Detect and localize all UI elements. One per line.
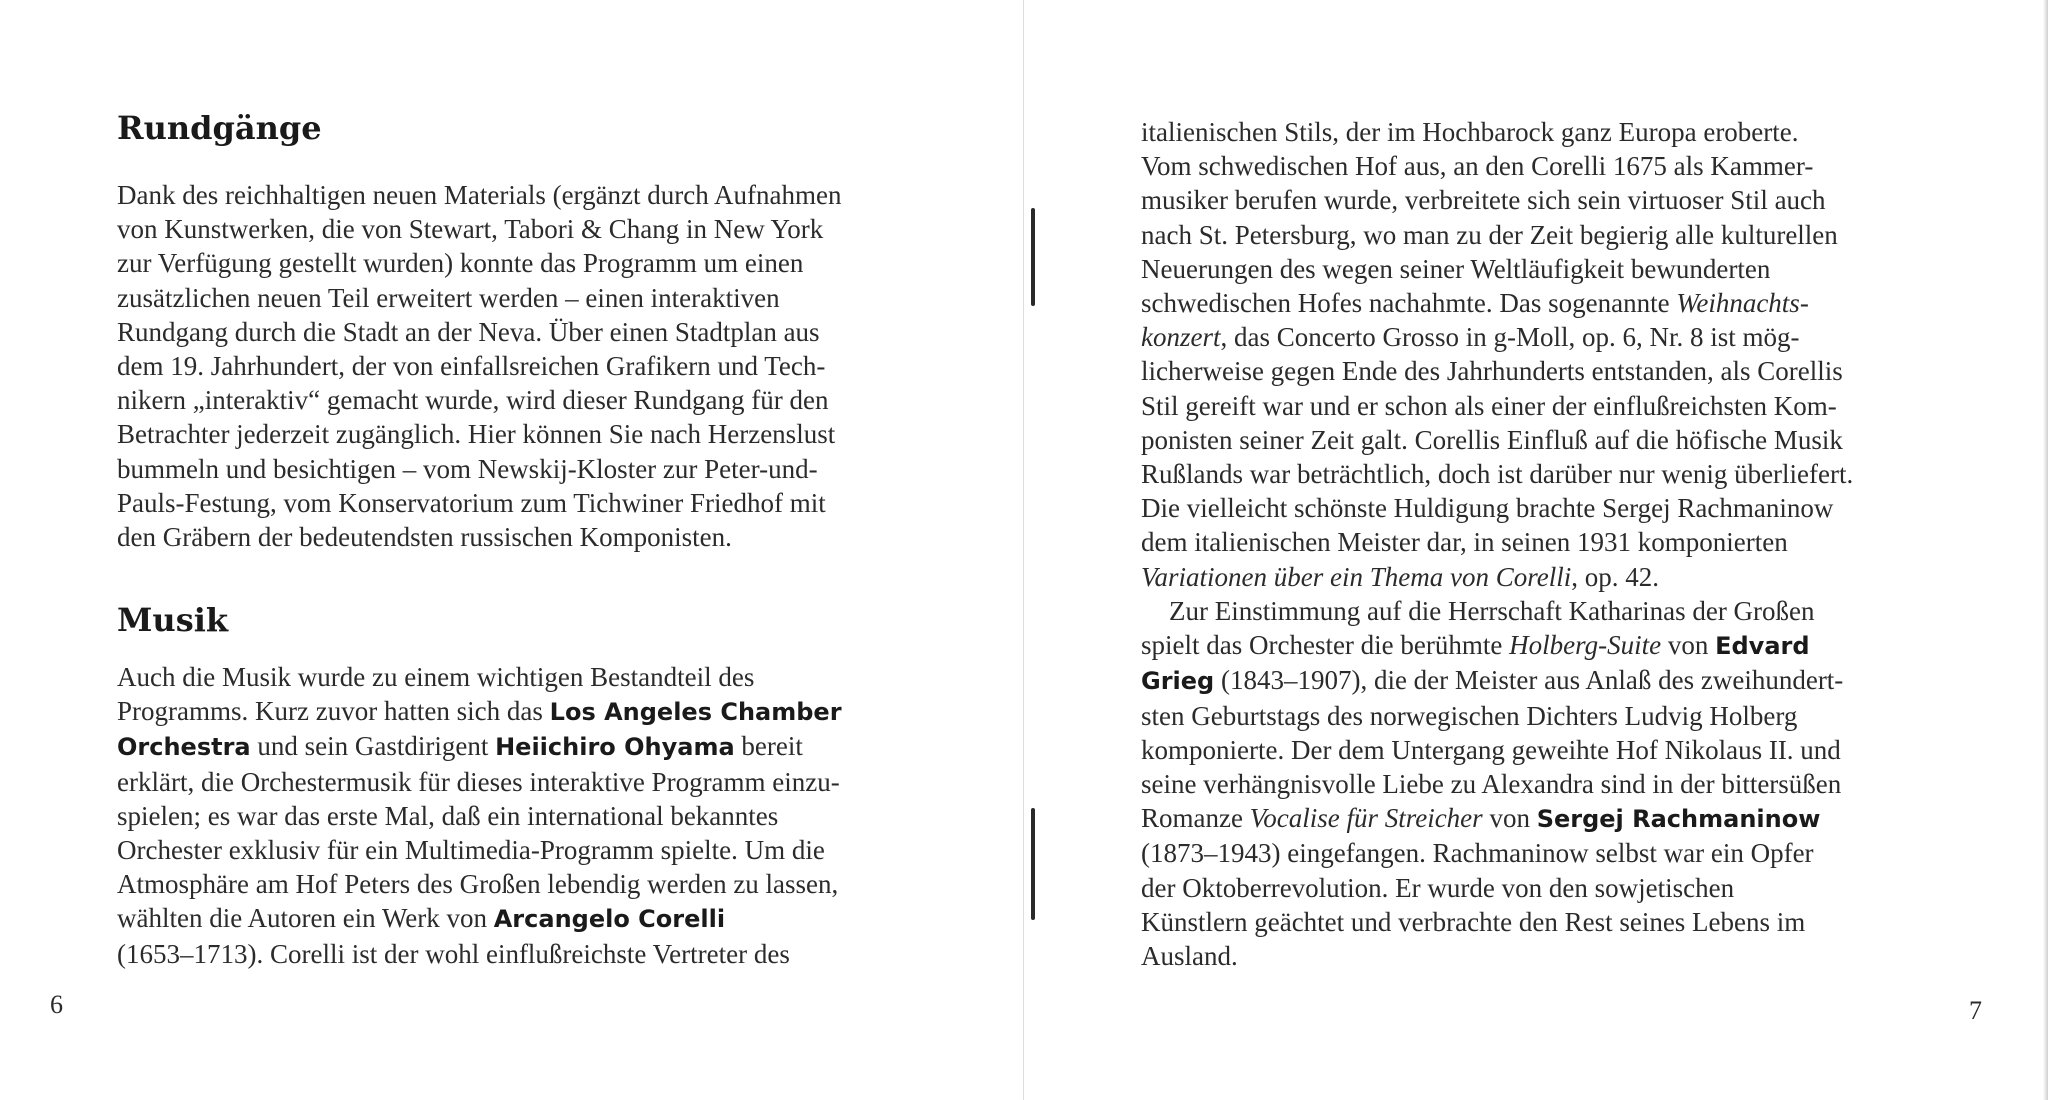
name-los-angeles-chamber-orchestra: Los Angeles Chamber — [549, 698, 842, 727]
text-line: wählten die Autoren ein Werk von Arcangelo Corelli — [117, 903, 726, 934]
text-line: (1653–1713). Corelli ist der wohl einflußreichste Vertreter des — [117, 938, 790, 969]
title-variationen: Variationen über ein Thema von Corelli — [1141, 561, 1572, 592]
text-line: Pauls-Festung, vom Konservatorium zum Tichwiner Friedhof mit — [117, 487, 826, 518]
text-line: Programms. Kurz zuvor hatten sich das Los Angeles Chamber — [117, 696, 842, 727]
name-heiichiro-ohyama: Heiichiro Ohyama — [495, 733, 735, 762]
text-line: Grieg (1843–1907), die der Meister aus Anlaß des zweihundert- — [1141, 665, 1844, 696]
heading-musik: Musik — [117, 601, 229, 639]
text-line: ponisten seiner Zeit galt. Corellis Einfluß auf die höfische Musik — [1141, 424, 1843, 455]
text-line: Ausland. — [1141, 941, 1238, 972]
title-holberg-suite: Holberg-Suite — [1509, 630, 1662, 661]
text-line: Die vielleicht schönste Huldigung brachte Sergej Rachmaninow — [1141, 493, 1834, 524]
title-vocalise: Vocalise für Streicher — [1249, 803, 1483, 834]
text-line: komponierte. Der dem Untergang geweihte Hof Nikolaus II. und — [1141, 734, 1841, 765]
text-line: konzert, das Concerto Grosso in g-Moll, op. 6, Nr. 8 ist mög- — [1141, 322, 1800, 353]
page-number-left: 6 — [50, 990, 63, 1019]
left-page — [0, 0, 1022, 1100]
text-line: Dank des reichhaltigen neuen Materials (ergänzt durch Aufnahmen — [117, 180, 842, 210]
text-line: Rußlands war beträchtlich, doch ist darüber nur wenig überliefert. — [1141, 459, 1854, 490]
name-orchestra: Orchestra — [117, 733, 251, 762]
text-line: Rundgang durch die Stadt an der Neva. Über einen Stadtplan aus — [117, 316, 820, 347]
paragraph-rundgaenge — [117, 178, 841, 554]
text-line: zusätzlichen neuen Teil erweitert werden – einen interaktiven — [117, 282, 780, 313]
text-line: Romanze Vocalise für Streicher von Sergej Rachmaninow — [1141, 803, 1821, 834]
text-line: seine verhängnisvolle Liebe zu Alexandra sind in der bittersüßen — [1141, 769, 1842, 800]
text-line: Neuerungen des wegen seiner Weltläufigkeit bewunderten — [1141, 253, 1771, 284]
text-line: erklärt, die Orchestermusik für dieses interaktive Programm einzu- — [117, 766, 840, 797]
text-line: Orchester exklusiv für ein Multimedia-Programm spielte. Um die — [117, 835, 825, 866]
text-line: (1873–1943) eingefangen. Rachmaninow selbst war ein Opfer — [1141, 838, 1814, 869]
text-line: Stil gereift war und er schon als einer der einflußreichsten Kom- — [1141, 390, 1837, 421]
name-arcangelo-corelli: Arcangelo Corelli — [493, 905, 726, 934]
text-line: Orchestra und sein Gastdirigent Heiichiro Ohyama bereit — [117, 731, 803, 762]
text-line: Künstlern geächtet und verbrachte den Rest seines Lebens im — [1141, 906, 1806, 937]
text-line: spielen; es war das erste Mal, daß ein international bekanntes — [117, 800, 779, 831]
text-line: spielt das Orchester die berühmte Holberg-Suite von Edvard — [1141, 630, 1810, 661]
text-line: den Gräbern der bedeutendsten russischen Komponisten. — [117, 522, 732, 553]
text-line: dem 19. Jahrhundert, der von einfallsreichen Grafikern und Tech- — [117, 351, 826, 382]
text-line: licherweise gegen Ende des Jahrhunderts entstanden, als Corellis — [1141, 356, 1843, 387]
name-edvard: Edvard — [1715, 632, 1810, 661]
text-line: nikern „interaktiv“ gemacht wurde, wird dieser Rundgang für den — [117, 385, 829, 416]
text-line: Zur Einstimmung auf die Herrschaft Katharinas der Großen — [1169, 596, 1815, 626]
title-weihnachtskonzert-end: konzert — [1141, 322, 1221, 353]
text-line: Variationen über ein Thema von Corelli, op. 42. — [1141, 561, 1659, 592]
text-line: Betrachter jederzeit zugänglich. Hier können Sie nach Herzenslust — [117, 419, 836, 450]
name-sergej-rachmaninow: Sergej Rachmaninow — [1536, 805, 1821, 834]
text-line: bummeln und besichtigen – vom Newskij-Kloster zur Peter-und- — [117, 453, 818, 484]
paragraph-musik — [117, 660, 842, 971]
text-line: Vom schwedischen Hof aus, an den Corelli 1675 als Kammer- — [1141, 151, 1814, 182]
text-line: sten Geburtstags des norwegischen Dichters Ludvig Holberg — [1141, 700, 1798, 731]
text-line: Auch die Musik wurde zu einem wichtigen Bestandteil des — [117, 662, 755, 692]
text-line: der Oktoberrevolution. Er wurde von den sowjetischen — [1141, 872, 1735, 903]
paragraph-grieg-rachmaninow — [1141, 594, 1843, 973]
name-grieg: Grieg — [1141, 667, 1215, 696]
paragraph-corelli-continued — [1141, 115, 1853, 594]
text-line: nach St. Petersburg, wo man zu der Zeit begierig alle kulturellen — [1141, 219, 1838, 250]
text-line: schwedischen Hofes nachahmte. Das sogenannte Weihnachts- — [1141, 288, 1809, 319]
title-weihnachtskonzert: Weihnachts- — [1676, 288, 1809, 319]
page-number-right: 7 — [1969, 996, 1982, 1025]
text-line: italienischen Stils, der im Hochbarock ganz Europa eroberte. — [1141, 117, 1799, 147]
book-gutter — [1023, 0, 1024, 1100]
text-line: Atmosphäre am Hof Peters des Großen lebendig werden zu lassen, — [117, 869, 839, 900]
text-line: von Kunstwerken, die von Stewart, Tabori & Chang in New York — [117, 214, 824, 245]
heading-rundgaenge: Rundgänge — [117, 109, 322, 147]
text-line: musiker berufen wurde, verbreitete sich sein virtuoser Stil auch — [1141, 185, 1826, 216]
text-line: zur Verfügung gestellt wurden) konnte das Programm um einen — [117, 248, 804, 279]
text-line: dem italienischen Meister dar, in seinen 1931 komponierten — [1141, 527, 1788, 558]
